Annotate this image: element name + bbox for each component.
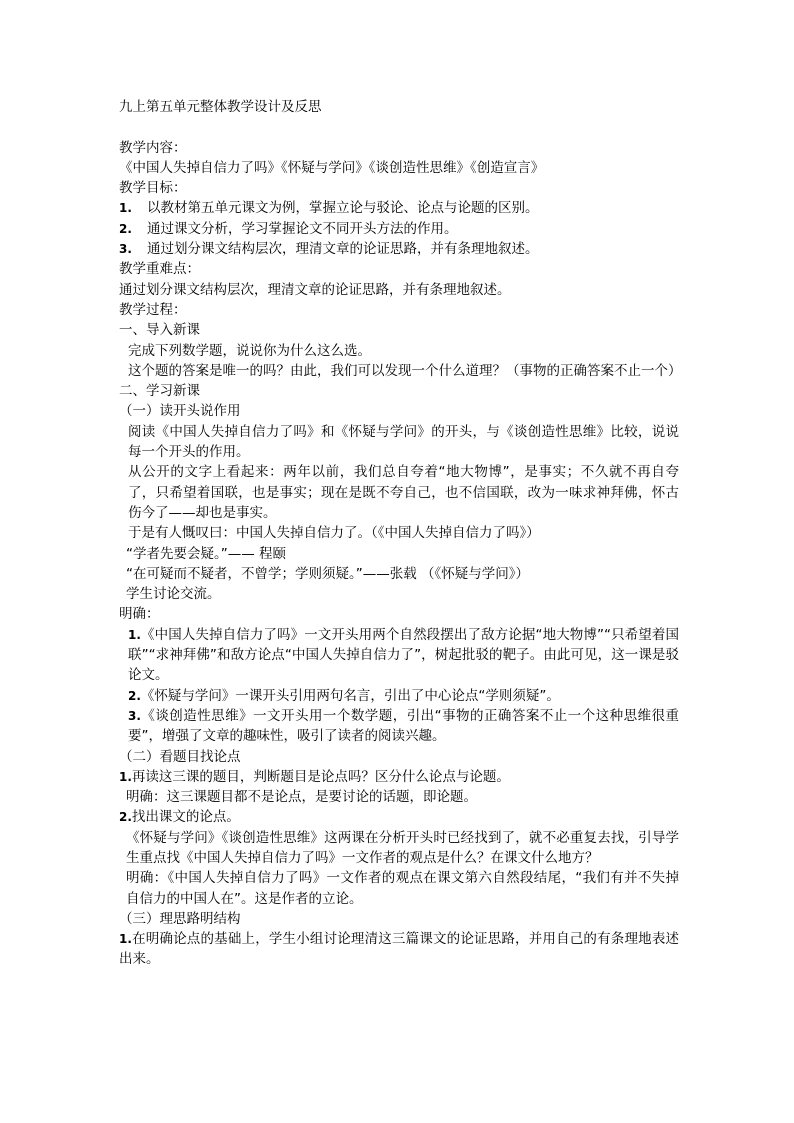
answer-text: 明确：《中国人失掉自信力了吗》一文作者的观点在课文第六自然段结尾，“我们有并不失掉自信力的中国人在”。这是作者的立论。 [126,870,679,907]
document-body [119,97,682,970]
section-2-title: 二、学习新课 [119,383,200,400]
clarify-item [119,686,679,706]
goal-text: 通过课文分析，学习掌握论文不同开头方法的作用。 [147,220,458,237]
answer-text: 明确：这三课题目都不是论点，是要讨论的话题，即论题。 [126,789,477,806]
key-text: 通过划分课文结构层次，理清文章的论证思路，并有条理地叙述。 [119,281,511,298]
goal-text: 通过划分课文结构层次，理清文章的论证思路，并有条理地叙述。 [147,241,539,258]
goal-item [119,198,679,218]
quote-line: “学者先要会疑。”—— 程颐 [126,545,287,562]
subsection-1-paragraph: 阅读《中国人失掉自信力了吗》和《怀疑与学问》的开头，与《谈创造性思维》比较，说说每一个开头的作用。 [128,423,679,461]
section-1-paragraph: 完成下列数学题，说说你为什么这么选。 [128,342,371,359]
clarify-item [119,625,679,686]
process-label: 教学过程： [119,301,187,318]
content-label: 教学内容： [119,139,187,156]
goal-item [119,219,679,239]
quoted-passage: 于是有人慨叹曰：中国人失掉自信力了。（《中国人失掉自信力了吗》） [128,525,540,542]
quoted-passage: 从公开的文字上看起来：两年以前，我们总自夸着“地大物博”，是事实；不久就不再自夸了，只希望着国联，也是事实；现在是既不夸自己，也不信国联，改为一味求神拜佛，怀古伤今了——却也是事实。 [128,464,679,521]
question-number: 2. [119,810,132,825]
subsection-2-paragraph: 《怀疑与学问》《谈创造性思维》这两课在分析开头时已经找到了，就不必重复去找，引导学生重点找《中国人失掉自信力了吗》一文作者的观点是什么？在课文什么地方？ [126,829,679,866]
quote-line: “在可疑而不疑者，不曾学；学则须疑。”——张载 （《怀疑与学问》） [126,565,530,582]
blank-line [119,117,679,137]
key-label: 教学重难点： [119,261,200,278]
question-item [119,807,679,827]
clarify-text: 《怀疑与学问》一课开头引用两句名言，引出了中心论点“学则须疑”。 [140,687,560,704]
goal-number: 1. [119,201,132,216]
question-text: 再读这三课的题目，判断题目是论点吗？区分什么论点与论题。 [131,768,510,785]
clarify-text: 《中国人失掉自信力了吗》一文开头用两个自然段摆出了敌方论据“地大物博”“只希望着国联”“求神拜佛”和敌方论点“中国人失掉自信力了”，树起批驳的靶子。由此可见，这一课是驳论文。 [128,626,679,684]
content-text: 《中国人失掉自信力了吗》《怀疑与学问》《谈创造性思维》《创造宣言》 [119,159,545,176]
clarify-label: 明确： [119,606,160,623]
question-number: 1. [119,932,132,947]
section-1-paragraph: 这个题的答案是唯一的吗？由此，我们可以发现一个什么道理？（事物的正确答案不止一个） [128,362,682,379]
section-1-title: 一、导入新课 [119,322,200,339]
goal-item [119,239,679,259]
clarify-number: 3. [128,708,141,723]
goal-text: 以教材第五单元课文为例，掌握立论与驳论、论点与论题的区别。 [147,200,539,217]
subsection-3-title: （三）理思路明结构 [119,910,241,927]
goal-number: 3. [119,242,132,257]
subsection-1-title: （一）读开头说作用 [119,403,241,420]
question-text: 在明确论点的基础上，学生小组讨论理清这三篇课文的论证思路，并用自己的有条理地表述出来。 [119,931,679,968]
subsection-2-title: （二）看题目找论点 [119,748,241,765]
question-item [119,929,679,970]
subsection-1-paragraph: 学生讨论交流。 [126,586,221,603]
question-text: 找出课文的论点。 [131,809,240,826]
goal-number: 2. [119,221,132,236]
clarify-number: 2. [128,688,141,703]
question-number: 1. [119,769,132,784]
document-title: 九上第五单元整体教学设计及反思 [119,99,322,115]
clarify-text: 《谈创造性思维》一文开头用一个数学题，引出“事物的正确答案不止一个这种思维很重要”，增强了文章的趣味性，吸引了读者的阅读兴趣。 [128,707,679,745]
clarify-item [119,706,679,747]
goals-label: 教学目标： [119,180,187,197]
question-item [119,767,679,787]
clarify-number: 1. [128,627,141,642]
